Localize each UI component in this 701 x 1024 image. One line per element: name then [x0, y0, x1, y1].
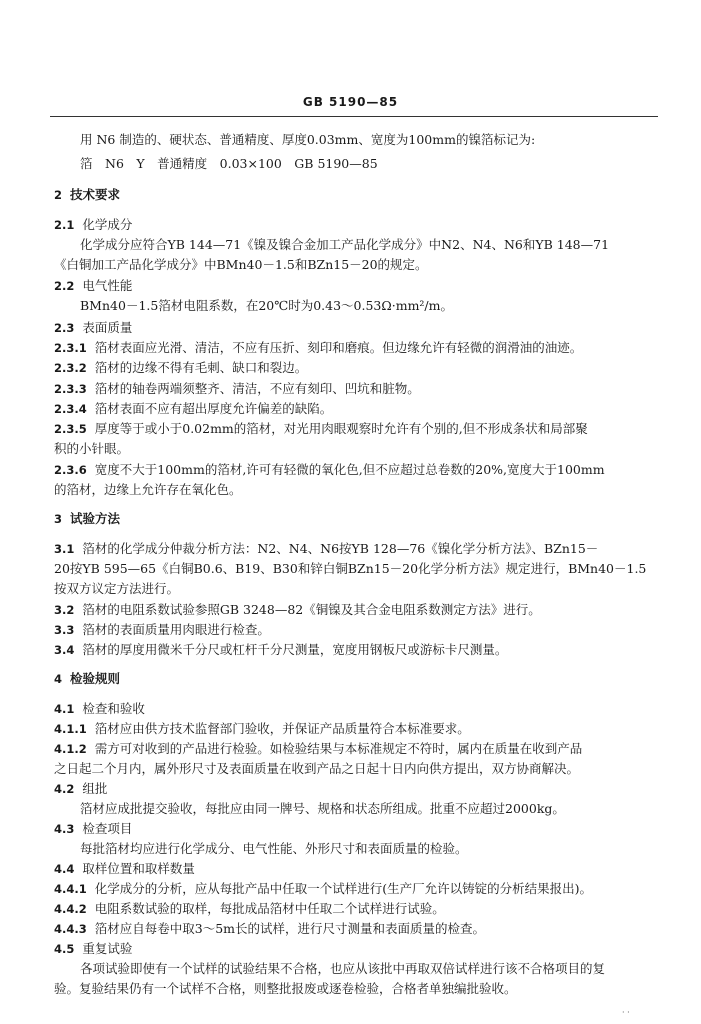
- clause-number: 4.1.2: [54, 742, 87, 756]
- text-line: [54, 741, 660, 757]
- text-line: [54, 360, 660, 376]
- text-line: [54, 257, 660, 273]
- line-text: 的箔材，边缘上允许存在氧化色。: [54, 482, 242, 497]
- text-line: [54, 320, 660, 336]
- clause-number: 2.2: [54, 279, 75, 293]
- clause-number: 4.4.2: [54, 902, 87, 916]
- line-text: 化学成分: [82, 217, 133, 232]
- clause-number: 2.1: [54, 218, 75, 232]
- line-text: 《白铜加工产品化学成分》中BMn40－1.5和BZn15－20的规定。: [54, 257, 428, 272]
- line-text: 验。复验结果仍有一个试样不合格，则整批报废或逐卷检验，合格者单独编批验收。: [54, 981, 517, 996]
- line-text: 每批箔材均应进行化学成分、电气性能、外形尺寸和表面质量的检验。: [80, 841, 468, 856]
- text-line: [80, 298, 686, 314]
- text-line: [54, 381, 660, 397]
- text-line: [54, 482, 660, 498]
- clause-number: 2.3.5: [54, 422, 87, 436]
- line-text: 积的小针眼。: [54, 441, 130, 456]
- section-heading: [54, 187, 660, 203]
- line-text: 检查项目: [82, 821, 133, 836]
- text-line: [54, 217, 660, 233]
- section-heading: [54, 671, 660, 687]
- text-line: [80, 841, 686, 857]
- text-line: [54, 861, 660, 877]
- text-line: [80, 801, 686, 817]
- text-line: [54, 340, 660, 356]
- line-text: 试验方法: [70, 511, 121, 526]
- line-text: 检验规则: [70, 671, 121, 686]
- line-text: 宽度不大于100mm的箔材,许可有轻微的氧化色,但不应超过总卷数的20%,宽度大于100mm: [94, 462, 605, 477]
- line-text: 箔材应自每卷中取3～5m长的试样，进行尺寸测量和表面质量的检查。: [94, 921, 486, 936]
- text-line: [80, 132, 686, 148]
- text-line: [54, 781, 660, 797]
- line-text: 箔材表面应光滑、清洁，不应有压折、刻印和磨痕。但边缘允许有轻微的润滑油的油迹。: [94, 340, 583, 355]
- clause-number: 3.4: [54, 643, 75, 657]
- line-text: 电气性能: [82, 278, 133, 293]
- line-text: 各项试验即使有一个试样的试验结果不合格，也应从该批中再取双倍试样进行该不合格项目的复: [80, 961, 606, 976]
- clause-number: 2.3.3: [54, 382, 87, 396]
- clause-number: 2.3.2: [54, 361, 87, 375]
- line-text: 化学成分的分析，应从每批产品中任取一个试样进行(生产厂允许以铸锭的分析结果报出)。: [94, 881, 593, 896]
- clause-number: 4.4: [54, 862, 75, 876]
- line-text: 表面质量: [82, 320, 133, 335]
- clause-number: 2.3.1: [54, 341, 87, 355]
- clause-number: 2.3.6: [54, 463, 87, 477]
- text-line: [54, 421, 660, 437]
- line-text: 20按YB 595—65《白铜B0.6、B19、B30和锌白铜BZn15－20化学分析方法》规定进行，BMn40－1.5: [54, 561, 647, 576]
- text-line: [54, 561, 660, 577]
- text-line: [54, 642, 660, 658]
- text-line: [54, 981, 660, 997]
- clause-number: 4.5: [54, 942, 75, 956]
- line-text: 箔材应由供方技术监督部门验收，并保证产品质量符合本标准要求。: [94, 721, 470, 736]
- text-line: [54, 278, 660, 294]
- line-text: 箔材的化学成分仲裁分析方法：N2、N4、N6按YB 128—76《镍化学分析方法》、BZn15－: [82, 541, 599, 556]
- line-text: 电阻系数试验的取样，每批成品箔材中任取二个试样进行试验。: [94, 901, 445, 916]
- clause-number: 3.2: [54, 603, 75, 617]
- text-line: [54, 821, 660, 837]
- footer-mark: · ·: [622, 1008, 630, 1017]
- text-line: [54, 941, 660, 957]
- text-line: [54, 462, 660, 478]
- line-text: 箔材的厚度用微米千分尺或杠杆千分尺测量，宽度用钢板尺或游标卡尺测量。: [82, 642, 508, 657]
- text-line: [54, 921, 660, 937]
- line-text: 需方可对收到的产品进行检验。如检验结果与本标准规定不符时，属内在质量在收到产品: [94, 741, 583, 756]
- text-line: [54, 721, 660, 737]
- text-line: [54, 401, 660, 417]
- clause-number: 4: [54, 672, 63, 686]
- line-text: 之日起二个月内，属外形尺寸及表面质量在收到产品之日起十日内向供方提出，双方协商解决。: [54, 761, 580, 776]
- line-text: 技术要求: [70, 187, 121, 202]
- line-text: BMn40－1.5箔材电阻系数，在20℃时为0.43～0.53Ω·mm²/m。: [80, 298, 453, 313]
- clause-number: 4.3: [54, 822, 75, 836]
- line-text: 箔材应成批提交验收，每批应由同一牌号、规格和状态所组成。批重不应超过2000kg。: [80, 801, 565, 816]
- clause-number: 3: [54, 512, 63, 526]
- line-text: 箔 N6 Y 普通精度 0.03×100 GB 5190—85: [80, 156, 378, 171]
- clause-number: 4.1.1: [54, 722, 87, 736]
- line-text: 箔材的轴卷两端须整齐、清洁，不应有刻印、凹坑和脏物。: [94, 381, 420, 396]
- line-text: 组批: [82, 781, 108, 796]
- clause-number: 4.4.1: [54, 882, 87, 896]
- clause-number: 4.4.3: [54, 922, 87, 936]
- page-header: GB 5190—85: [302, 95, 399, 109]
- section-heading: [54, 511, 660, 527]
- clause-number: 3.1: [54, 542, 75, 556]
- clause-number: 4.2: [54, 782, 75, 796]
- line-text: 取样位置和取样数量: [82, 861, 195, 876]
- line-text: 检查和验收: [82, 701, 145, 716]
- clause-number: 2: [54, 188, 63, 202]
- line-text: 箔材的边缘不得有毛刺、缺口和裂边。: [94, 360, 308, 375]
- text-line: [54, 901, 660, 917]
- line-text: 用 N6 制造的、硬状态、普通精度、厚度0.03mm、宽度为100mm的镍箔标记为:: [80, 132, 536, 147]
- clause-number: 3.3: [54, 623, 75, 637]
- text-line: [80, 156, 686, 172]
- text-line: [54, 602, 660, 618]
- text-line: [54, 622, 660, 638]
- line-text: 化学成分应符合YB 144—71《镍及镍合金加工产品化学成分》中N2、N4、N6和YB 148—71: [80, 237, 610, 252]
- text-line: [54, 881, 660, 897]
- line-text: 箔材的表面质量用肉眼进行检查。: [82, 622, 270, 637]
- line-text: 厚度等于或小于0.02mm的箔材，对光用肉眼观察时允许有个别的,但不形成条状和局部聚: [94, 421, 588, 436]
- text-line: [80, 961, 686, 977]
- text-line: [54, 541, 660, 557]
- header-rule: [50, 116, 658, 117]
- clause-number: 2.3: [54, 321, 75, 335]
- text-line: [54, 701, 660, 717]
- text-line: [54, 441, 660, 457]
- clause-number: 2.3.4: [54, 402, 87, 416]
- text-line: [54, 761, 660, 777]
- line-text: 重复试验: [82, 941, 133, 956]
- text-line: [80, 237, 686, 253]
- line-text: 箔材的电阻系数试验参照GB 3248—82《铜镍及其合金电阻系数测定方法》进行。: [82, 602, 541, 617]
- text-line: [54, 581, 660, 597]
- line-text: 按双方议定方法进行。: [54, 581, 180, 596]
- clause-number: 4.1: [54, 702, 75, 716]
- line-text: 箔材表面不应有超出厚度允许偏差的缺陷。: [94, 401, 333, 416]
